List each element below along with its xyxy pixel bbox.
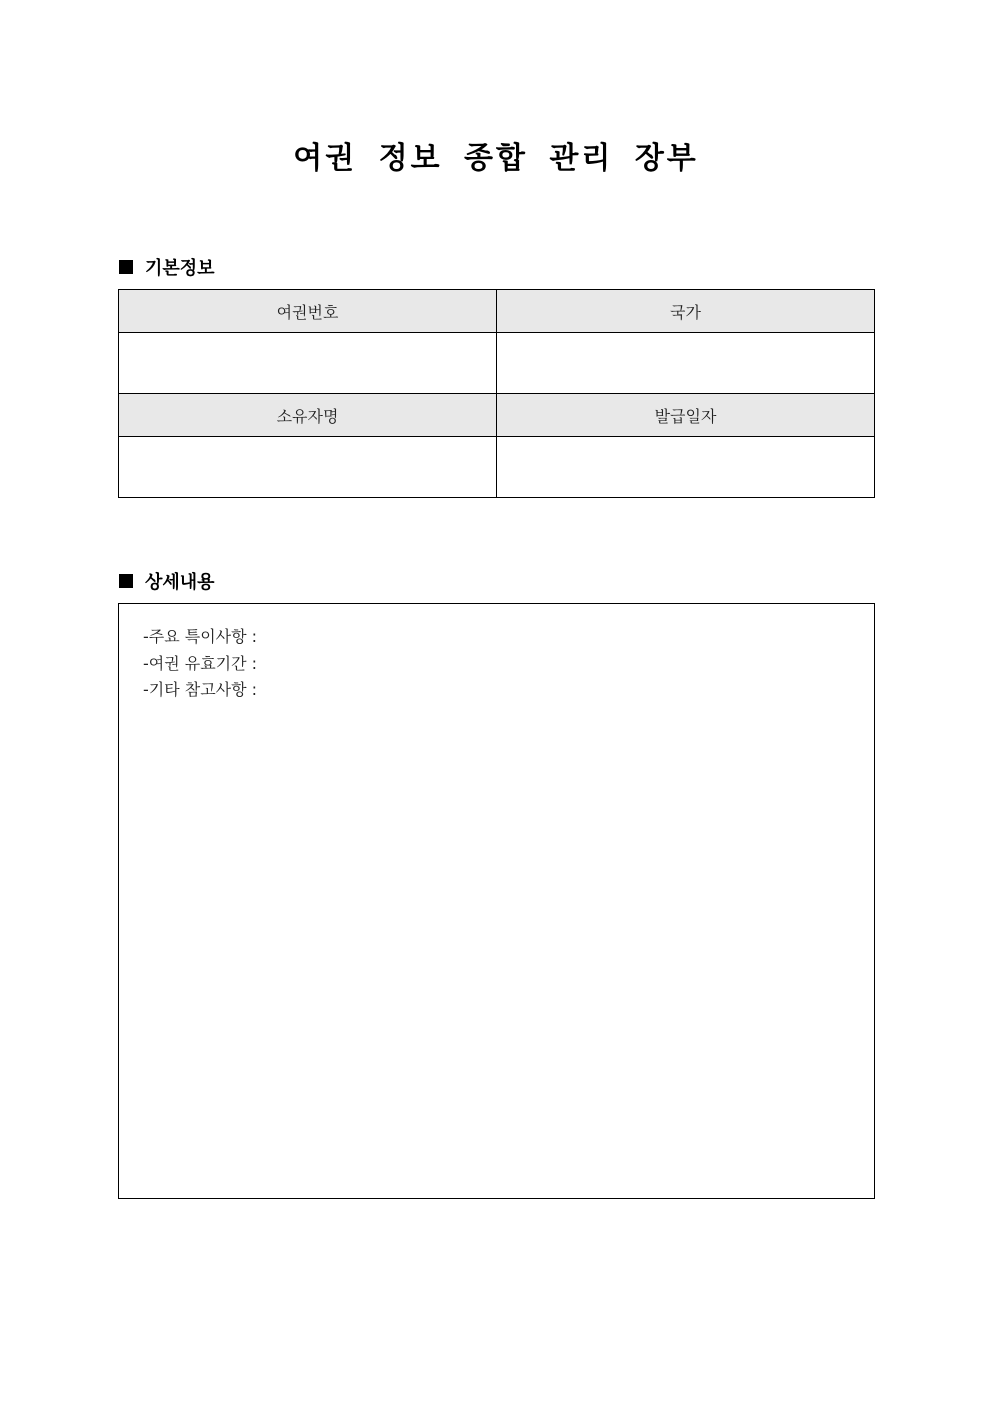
details-box[interactable] <box>118 603 875 1199</box>
section-heading-label: 기본정보 <box>145 258 215 279</box>
table-value-row <box>119 437 875 498</box>
table-header-row <box>119 290 875 333</box>
label-passport-number: 여권번호 <box>119 290 497 333</box>
detail-line-notes: -주요 특이사항 : <box>143 627 258 646</box>
value-owner-name[interactable] <box>119 437 497 498</box>
value-passport-number[interactable] <box>119 333 497 394</box>
square-bullet-icon <box>119 260 133 274</box>
detail-line-other: -기타 참고사항 : <box>143 680 258 699</box>
table-value-row <box>119 333 875 394</box>
details-lines <box>143 624 257 704</box>
label-owner-name: 소유자명 <box>119 394 497 437</box>
label-issue-date: 발급일자 <box>497 394 875 437</box>
detail-line-validity: -여권 유효기간 : <box>143 653 258 673</box>
table-header-row <box>119 394 875 437</box>
value-country[interactable] <box>497 333 875 394</box>
square-bullet-icon <box>119 574 133 588</box>
basic-info-table <box>118 289 875 498</box>
section-heading-label: 상세내용 <box>145 572 215 593</box>
label-country: 국가 <box>497 290 875 333</box>
section-heading-details <box>119 568 215 594</box>
value-issue-date[interactable] <box>497 437 875 498</box>
document-title: 여권 정보 종합 관리 장부 <box>293 141 699 176</box>
section-heading-basic-info <box>119 254 215 280</box>
